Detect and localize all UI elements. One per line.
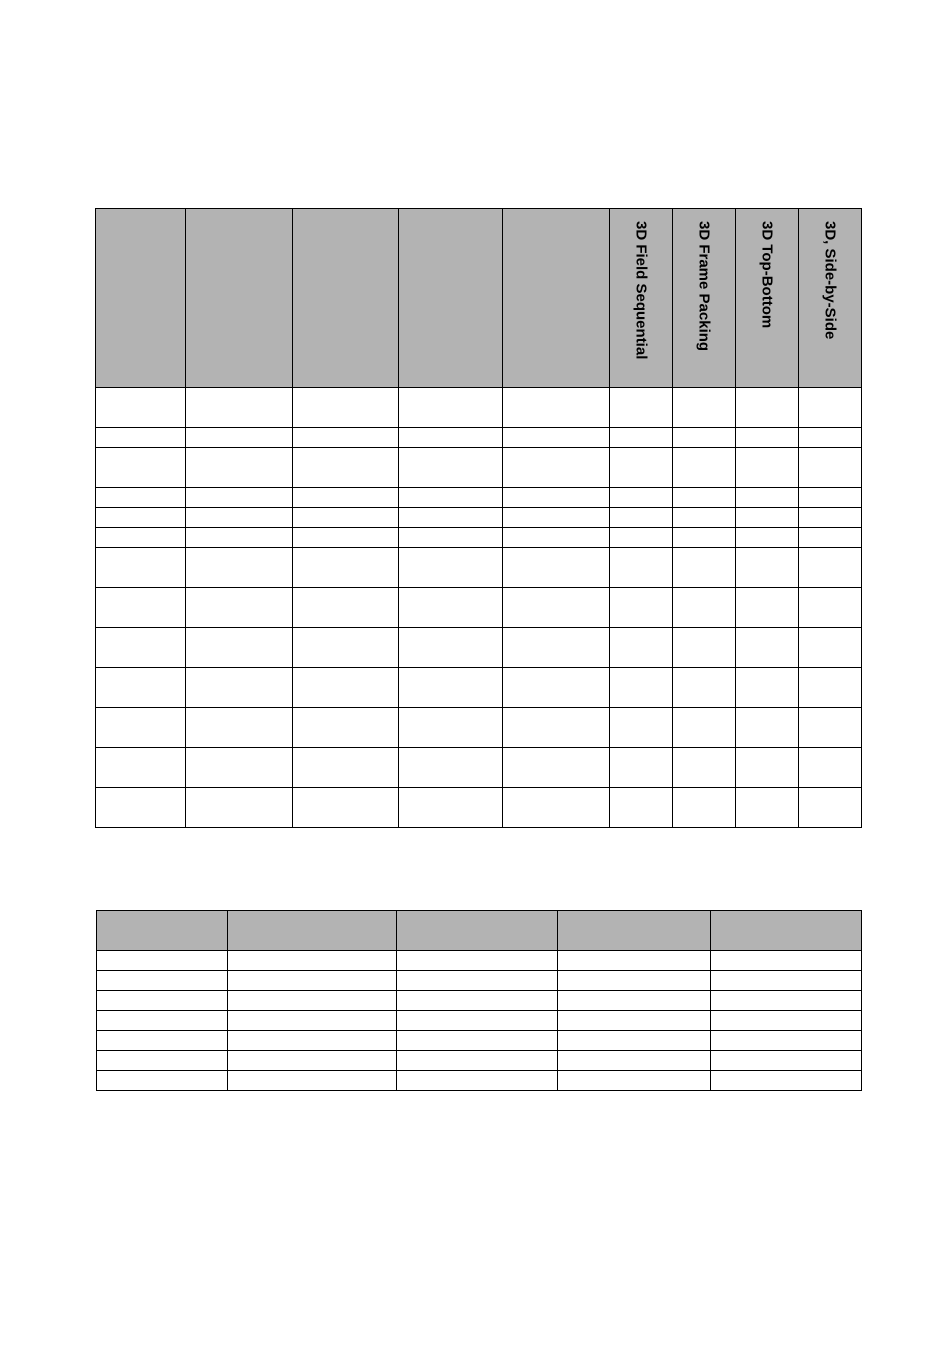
table-cell xyxy=(186,388,293,428)
resolution-3d-table xyxy=(95,208,862,828)
table-cell xyxy=(799,788,862,828)
table-cell xyxy=(397,1011,558,1031)
table-cell xyxy=(186,588,293,628)
table-row xyxy=(97,1051,862,1071)
table-cell xyxy=(558,1011,711,1031)
table-cell xyxy=(293,488,399,508)
table-cell xyxy=(558,1071,711,1091)
table-cell xyxy=(799,508,862,528)
table-cell xyxy=(736,528,799,548)
table-cell xyxy=(96,428,186,448)
table-cell xyxy=(293,788,399,828)
table-cell xyxy=(186,528,293,548)
table-cell xyxy=(558,991,711,1011)
table-cell xyxy=(799,588,862,628)
table-row xyxy=(96,528,862,548)
table-cell xyxy=(558,1051,711,1071)
table-cell xyxy=(610,428,673,448)
table-cell xyxy=(97,991,228,1011)
table-cell xyxy=(503,588,610,628)
table-cell xyxy=(736,488,799,508)
table-cell xyxy=(186,428,293,448)
table-cell xyxy=(186,788,293,828)
table-cell xyxy=(799,628,862,668)
table-cell xyxy=(610,628,673,668)
table-cell xyxy=(228,951,397,971)
table-cell xyxy=(736,388,799,428)
timing-table xyxy=(96,910,862,1091)
header-label: 3D Field Sequential xyxy=(632,221,650,360)
table-cell xyxy=(673,488,736,508)
table-row xyxy=(96,508,862,528)
table-cell xyxy=(96,748,186,788)
table-cell xyxy=(736,428,799,448)
table-row xyxy=(96,788,862,828)
table-cell xyxy=(503,388,610,428)
table-row xyxy=(97,991,862,1011)
table-cell xyxy=(399,388,503,428)
table-cell xyxy=(503,788,610,828)
table-cell xyxy=(399,708,503,748)
table-cell xyxy=(293,508,399,528)
table-cell xyxy=(399,448,503,488)
table-cell xyxy=(228,991,397,1011)
header-cell xyxy=(97,911,228,951)
header-3d-field-sequential xyxy=(610,209,673,388)
table-cell xyxy=(97,1051,228,1071)
table-cell xyxy=(673,708,736,748)
header-label: 3D Top-Bottom xyxy=(758,221,776,329)
table-cell xyxy=(186,628,293,668)
table-cell xyxy=(293,388,399,428)
table-cell xyxy=(293,588,399,628)
table-cell xyxy=(399,488,503,508)
table-cell xyxy=(96,548,186,588)
table-row xyxy=(97,951,862,971)
table-cell xyxy=(673,628,736,668)
table-cell xyxy=(799,668,862,708)
table-cell xyxy=(96,588,186,628)
table-cell xyxy=(399,528,503,548)
table-cell xyxy=(503,488,610,508)
table-cell xyxy=(96,448,186,488)
table-row xyxy=(96,628,862,668)
table-cell xyxy=(293,668,399,708)
table-cell xyxy=(673,668,736,708)
table-cell xyxy=(399,788,503,828)
header-cell xyxy=(399,209,503,388)
table-cell xyxy=(228,1071,397,1091)
table-cell xyxy=(397,1031,558,1051)
table-cell xyxy=(610,548,673,588)
table-cell xyxy=(503,548,610,588)
header-cell xyxy=(397,911,558,951)
table-row xyxy=(96,388,862,428)
table-cell xyxy=(736,788,799,828)
table-cell xyxy=(799,748,862,788)
table-cell xyxy=(673,528,736,548)
table-cell xyxy=(96,528,186,548)
table-row xyxy=(96,588,862,628)
table-cell xyxy=(673,388,736,428)
table-cell xyxy=(673,428,736,448)
table-cell xyxy=(503,628,610,668)
table-cell xyxy=(673,548,736,588)
header-cell xyxy=(558,911,711,951)
header-cell xyxy=(186,209,293,388)
table-cell xyxy=(673,788,736,828)
table-cell xyxy=(397,1051,558,1071)
table-cell xyxy=(397,951,558,971)
table-cell xyxy=(610,708,673,748)
table-cell xyxy=(610,508,673,528)
table-header-row xyxy=(96,209,862,388)
table-row xyxy=(97,971,862,991)
table-cell xyxy=(503,528,610,548)
table-cell xyxy=(96,668,186,708)
table-cell xyxy=(97,1071,228,1091)
table-cell xyxy=(228,1051,397,1071)
table-cell xyxy=(293,748,399,788)
table-cell xyxy=(96,508,186,528)
table-cell xyxy=(610,488,673,508)
table-cell xyxy=(186,448,293,488)
table-cell xyxy=(736,628,799,668)
table-cell xyxy=(736,588,799,628)
table-cell xyxy=(799,388,862,428)
table-cell xyxy=(399,748,503,788)
table-cell xyxy=(736,548,799,588)
table-cell xyxy=(186,488,293,508)
table-cell xyxy=(293,428,399,448)
table-cell xyxy=(397,991,558,1011)
table-header-row xyxy=(97,911,862,951)
table-cell xyxy=(711,991,862,1011)
header-label: 3D Frame Packing xyxy=(695,221,713,352)
table-cell xyxy=(610,668,673,708)
table-cell xyxy=(610,448,673,488)
table-cell xyxy=(97,1011,228,1031)
table-cell xyxy=(97,971,228,991)
table-cell xyxy=(96,788,186,828)
table-cell xyxy=(711,1011,862,1031)
header-cell xyxy=(96,209,186,388)
table-cell xyxy=(397,1071,558,1091)
header-3d-side-by-side xyxy=(799,209,862,388)
table-cell xyxy=(736,748,799,788)
table-cell xyxy=(711,1071,862,1091)
table-cell xyxy=(397,971,558,991)
header-label: 3D, Side-by-Side xyxy=(821,221,839,340)
table-cell xyxy=(399,548,503,588)
table-cell xyxy=(799,528,862,548)
table-cell xyxy=(97,1031,228,1051)
header-cell xyxy=(293,209,399,388)
table-cell xyxy=(399,588,503,628)
table-cell xyxy=(673,588,736,628)
table-cell xyxy=(293,628,399,668)
table-row xyxy=(96,448,862,488)
table-row xyxy=(96,748,862,788)
table-cell xyxy=(399,628,503,668)
table-cell xyxy=(228,1031,397,1051)
header-3d-top-bottom xyxy=(736,209,799,388)
table-cell xyxy=(186,668,293,708)
table-cell xyxy=(503,448,610,488)
table-row xyxy=(97,1011,862,1031)
table-cell xyxy=(186,748,293,788)
table-cell xyxy=(293,448,399,488)
header-3d-frame-packing xyxy=(673,209,736,388)
header-cell xyxy=(711,911,862,951)
table-row xyxy=(97,1031,862,1051)
table-row xyxy=(97,1071,862,1091)
table-row xyxy=(96,708,862,748)
table-cell xyxy=(96,708,186,748)
table-cell xyxy=(711,971,862,991)
table-cell xyxy=(610,748,673,788)
table-cell xyxy=(96,488,186,508)
table-row xyxy=(96,668,862,708)
table-cell xyxy=(799,548,862,588)
table-cell xyxy=(673,508,736,528)
table-cell xyxy=(399,508,503,528)
table-cell xyxy=(96,388,186,428)
header-cell xyxy=(503,209,610,388)
table-cell xyxy=(503,708,610,748)
table-cell xyxy=(736,668,799,708)
table-cell xyxy=(228,971,397,991)
table-row xyxy=(96,488,862,508)
table-cell xyxy=(736,708,799,748)
table-cell xyxy=(736,448,799,488)
table-cell xyxy=(558,951,711,971)
table-cell xyxy=(610,388,673,428)
table-cell xyxy=(293,708,399,748)
table-cell xyxy=(503,748,610,788)
table-cell xyxy=(736,508,799,528)
table-cell xyxy=(399,668,503,708)
header-cell xyxy=(228,911,397,951)
table-cell xyxy=(293,528,399,548)
table-cell xyxy=(799,448,862,488)
table-cell xyxy=(711,1031,862,1051)
table-row xyxy=(96,428,862,448)
table-cell xyxy=(186,548,293,588)
table-cell xyxy=(503,428,610,448)
table-cell xyxy=(503,668,610,708)
table-cell xyxy=(293,548,399,588)
table-cell xyxy=(610,528,673,548)
table-cell xyxy=(186,508,293,528)
table-cell xyxy=(399,428,503,448)
table-cell xyxy=(673,748,736,788)
table-cell xyxy=(558,1031,711,1051)
table-row xyxy=(96,548,862,588)
table-cell xyxy=(799,488,862,508)
table-cell xyxy=(799,708,862,748)
table-cell xyxy=(228,1011,397,1031)
table-cell xyxy=(558,971,711,991)
table-cell xyxy=(610,588,673,628)
table-cell xyxy=(711,951,862,971)
table-cell xyxy=(711,1051,862,1071)
table-cell xyxy=(503,508,610,528)
table-cell xyxy=(610,788,673,828)
table-cell xyxy=(97,951,228,971)
table-cell xyxy=(673,448,736,488)
table-cell xyxy=(799,428,862,448)
table-cell xyxy=(96,628,186,668)
table-cell xyxy=(186,708,293,748)
